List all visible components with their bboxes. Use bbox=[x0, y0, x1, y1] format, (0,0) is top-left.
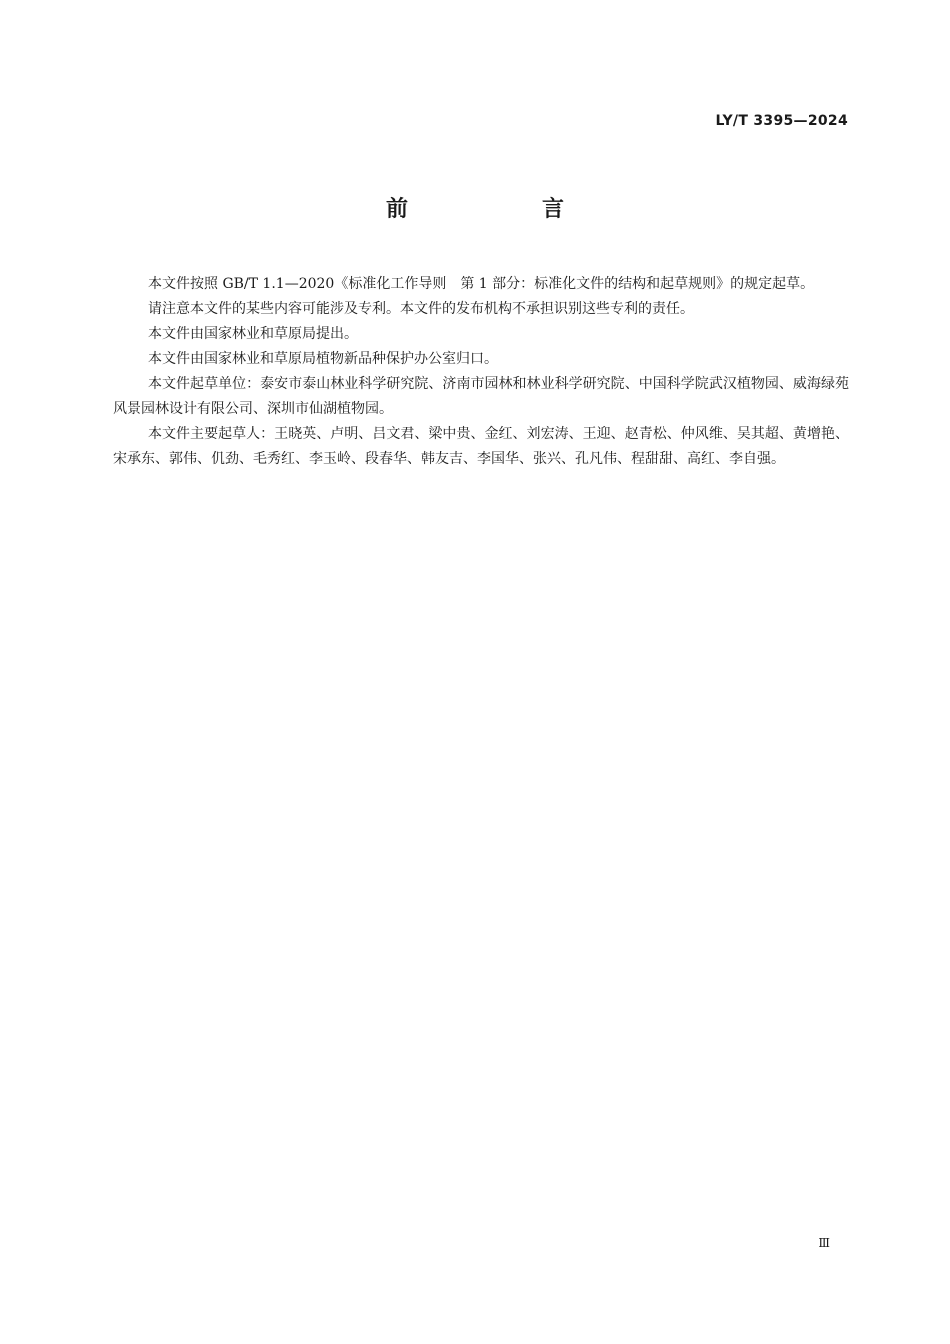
standard-code: LY/T 3395—2024 bbox=[715, 113, 848, 129]
page-title: 前 言 bbox=[385, 197, 620, 222]
paragraph-main-drafters: 本文件主要起草人：王晓英、卢明、吕文君、梁中贵、金红、刘宏涛、王迎、赵青松、仲风维、吴其超、黄增艳、宋承东、郭伟、仉劲、毛秀红、李玉岭、段春华、韩友吉、李国华、张兴、孔凡伟、程甜甜、高红、李自强。 bbox=[113, 426, 849, 467]
paragraph-drafting-units: 本文件起草单位：泰安市泰山林业科学研究院、济南市园林和林业科学研究院、中国科学院武汉植物园、威海绿苑风景园林设计有限公司、深圳市仙湖植物园。 bbox=[113, 376, 849, 417]
paragraph-drafting-rules: 本文件按照 GB/T 1.1—2020《标准化工作导则 第 1 部分：标准化文件的结构和起草规则》的规定起草。 bbox=[148, 276, 815, 292]
paragraph-under-jurisdiction: 本文件由国家林业和草原局植物新品种保护办公室归口。 bbox=[148, 351, 498, 367]
paragraph-proposed-by: 本文件由国家林业和草原局提出。 bbox=[148, 326, 358, 342]
page-number: Ⅲ bbox=[818, 1236, 830, 1250]
paragraph-patent-notice: 请注意本文件的某些内容可能涉及专利。本文件的发布机构不承担识别这些专利的责任。 bbox=[148, 301, 694, 317]
foreword-body bbox=[113, 272, 849, 472]
